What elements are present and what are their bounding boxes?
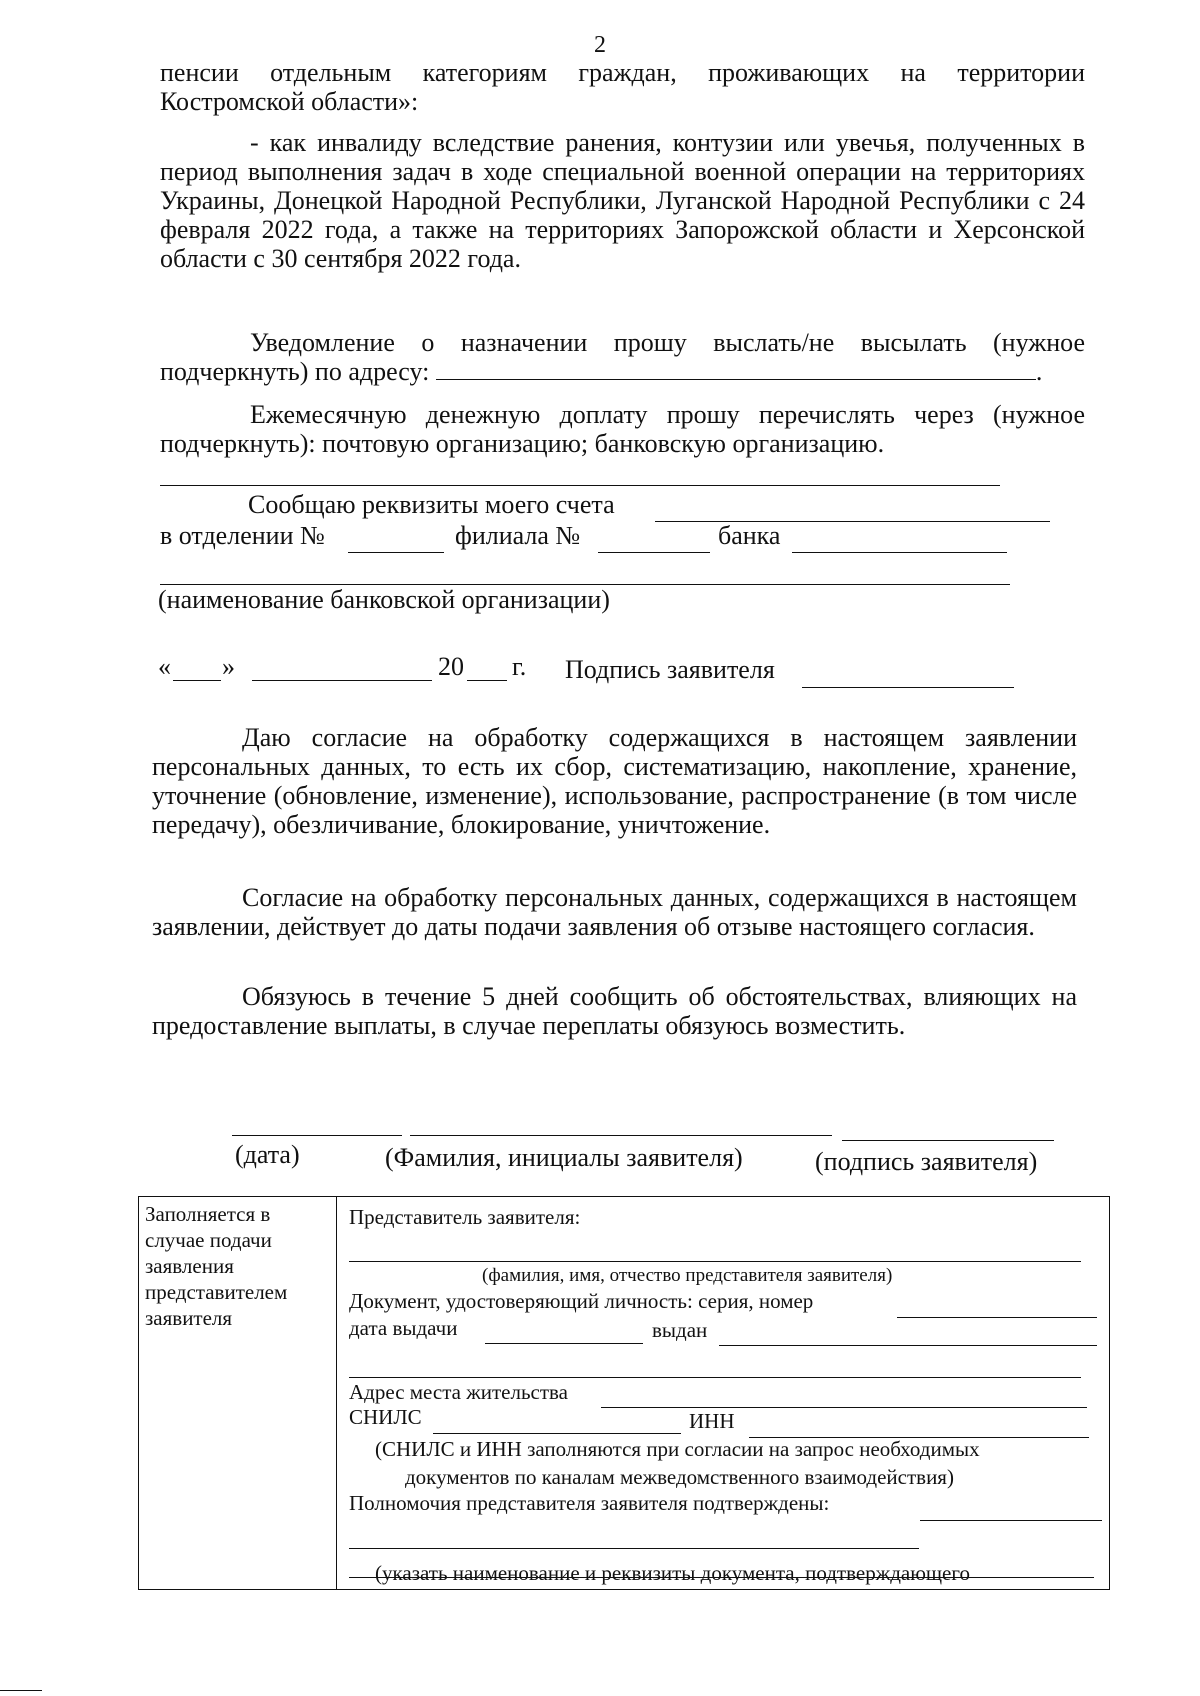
paragraph-consent-validity: Согласие на обработку персональных данных, содержащихся в настоящем заявлении, действует до даты подачи заявления об отзыве настоящего согласия.	[152, 883, 1077, 941]
issue-date-field[interactable]	[485, 1343, 643, 1344]
representative-name-field[interactable]	[349, 1261, 1081, 1262]
paragraph-consent: Даю согласие на обработку содержащихся в настоящем заявлении персональных данных, то есть их сбор, систематизацию, накопление, хранение, уточнение (обновление, изменение), использование, распространение (в том числе передачу), обезличивание, блокирование, уничтожение.	[152, 723, 1077, 839]
representative-condition-cell: Заполняется в случае подачи заявления представителем заявителя	[139, 1197, 337, 1590]
snils-note-line-2: документов по каналам межведомственного взаимодействия)	[405, 1465, 954, 1489]
authority-label: Полномочия представителя заявителя подтверждены:	[349, 1491, 830, 1515]
branch-label: в отделении №	[160, 521, 325, 550]
issued-by-label: выдан	[652, 1318, 708, 1342]
inn-label: ИНН	[689, 1409, 735, 1433]
filial-label: филиала №	[455, 521, 581, 550]
bank-field[interactable]	[792, 552, 1007, 553]
date-day-field[interactable]	[173, 680, 221, 681]
paragraph-law-continuation: пенсии отдельным категориям граждан, проживающих на территории Костромской области»:	[160, 58, 1085, 116]
issue-date-label: дата выдачи	[349, 1316, 458, 1340]
authority-extra-field-1[interactable]	[349, 1548, 919, 1549]
representative-title: Представитель заявителя:	[349, 1205, 581, 1229]
paragraph-payment-method: Ежемесячную денежную доплату прошу перечислять через (нужное подчеркнуть): почтовую организацию; банковскую организацию.	[160, 400, 1085, 458]
representative-name-caption: (фамилия, имя, отчество представителя заявителя)	[482, 1265, 893, 1286]
signature-caption: (подпись заявителя)	[815, 1147, 1038, 1176]
page-number: 2	[594, 32, 606, 58]
paragraph-obligation: Обязуюсь в течение 5 дней сообщить об обстоятельствах, влияющих на предоставление выплаты, в случае переплаты обязуюсь возместить.	[152, 982, 1077, 1040]
issued-by-field[interactable]	[719, 1345, 1097, 1346]
id-document-label: Документ, удостоверяющий личность: серия, номер	[349, 1289, 814, 1313]
filial-number-field[interactable]	[598, 552, 710, 553]
notification-text: Уведомление о назначении прошу выслать/не высылать (нужное подчеркнуть) по адресу:	[160, 328, 1085, 386]
paragraph-notification	[160, 328, 1085, 386]
date-year-suffix: г.	[512, 652, 527, 681]
address-label: Адрес места жительства	[349, 1380, 568, 1404]
applicant-signature-field[interactable]	[842, 1140, 1054, 1141]
date-day-open-quote: «	[158, 652, 171, 681]
date-year-prefix: 20	[438, 652, 464, 681]
account-label: Сообщаю реквизиты моего счета	[248, 490, 615, 519]
date-caption: (дата)	[235, 1140, 300, 1169]
representative-address-field[interactable]	[601, 1407, 1087, 1408]
branch-number-field[interactable]	[348, 552, 444, 553]
account-field[interactable]	[655, 521, 1050, 522]
date-day-close-quote: »	[222, 652, 235, 681]
snils-field[interactable]	[433, 1433, 681, 1434]
address-field[interactable]	[436, 357, 1036, 380]
bottom-edge-mark	[0, 1690, 42, 1691]
bank-label: банка	[718, 521, 781, 550]
signature-label: Подпись заявителя	[565, 655, 775, 684]
snils-label: СНИЛС	[349, 1405, 422, 1429]
date-signature-field[interactable]	[232, 1135, 402, 1136]
signature-field[interactable]	[802, 687, 1014, 688]
name-caption: (Фамилия, инициалы заявителя)	[385, 1143, 743, 1172]
bank-name-caption: (наименование банковской организации)	[158, 585, 610, 614]
snils-note-line-1: (СНИЛС и ИНН заполняются при согласии на запрос необходимых	[375, 1437, 980, 1461]
authority-field[interactable]	[920, 1520, 1102, 1521]
paragraph-disability-reason: - как инвалиду вследствие ранения, контузии или увечья, полученных в период выполнения задач в ходе специальной военной операции на территориях Украины, Донецкой Народной Республики, Луганской Народной Республики с 24 февраля 2022 года, а также на территориях Запорожской области и Херсонской области с 30 сентября 2022 года.	[160, 128, 1085, 273]
representative-details-cell	[337, 1197, 1110, 1590]
date-year-field[interactable]	[467, 680, 507, 681]
payment-extra-line[interactable]	[160, 485, 1000, 486]
representative-table	[138, 1196, 1110, 1590]
id-document-field[interactable]	[897, 1317, 1097, 1318]
name-signature-field[interactable]	[410, 1135, 832, 1136]
notification-period: .	[1035, 357, 1043, 386]
authority-caption: (указать наименование и реквизиты документа, подтверждающего	[375, 1561, 970, 1585]
issued-by-extra-field[interactable]	[349, 1377, 1081, 1378]
date-month-field[interactable]	[252, 680, 432, 681]
